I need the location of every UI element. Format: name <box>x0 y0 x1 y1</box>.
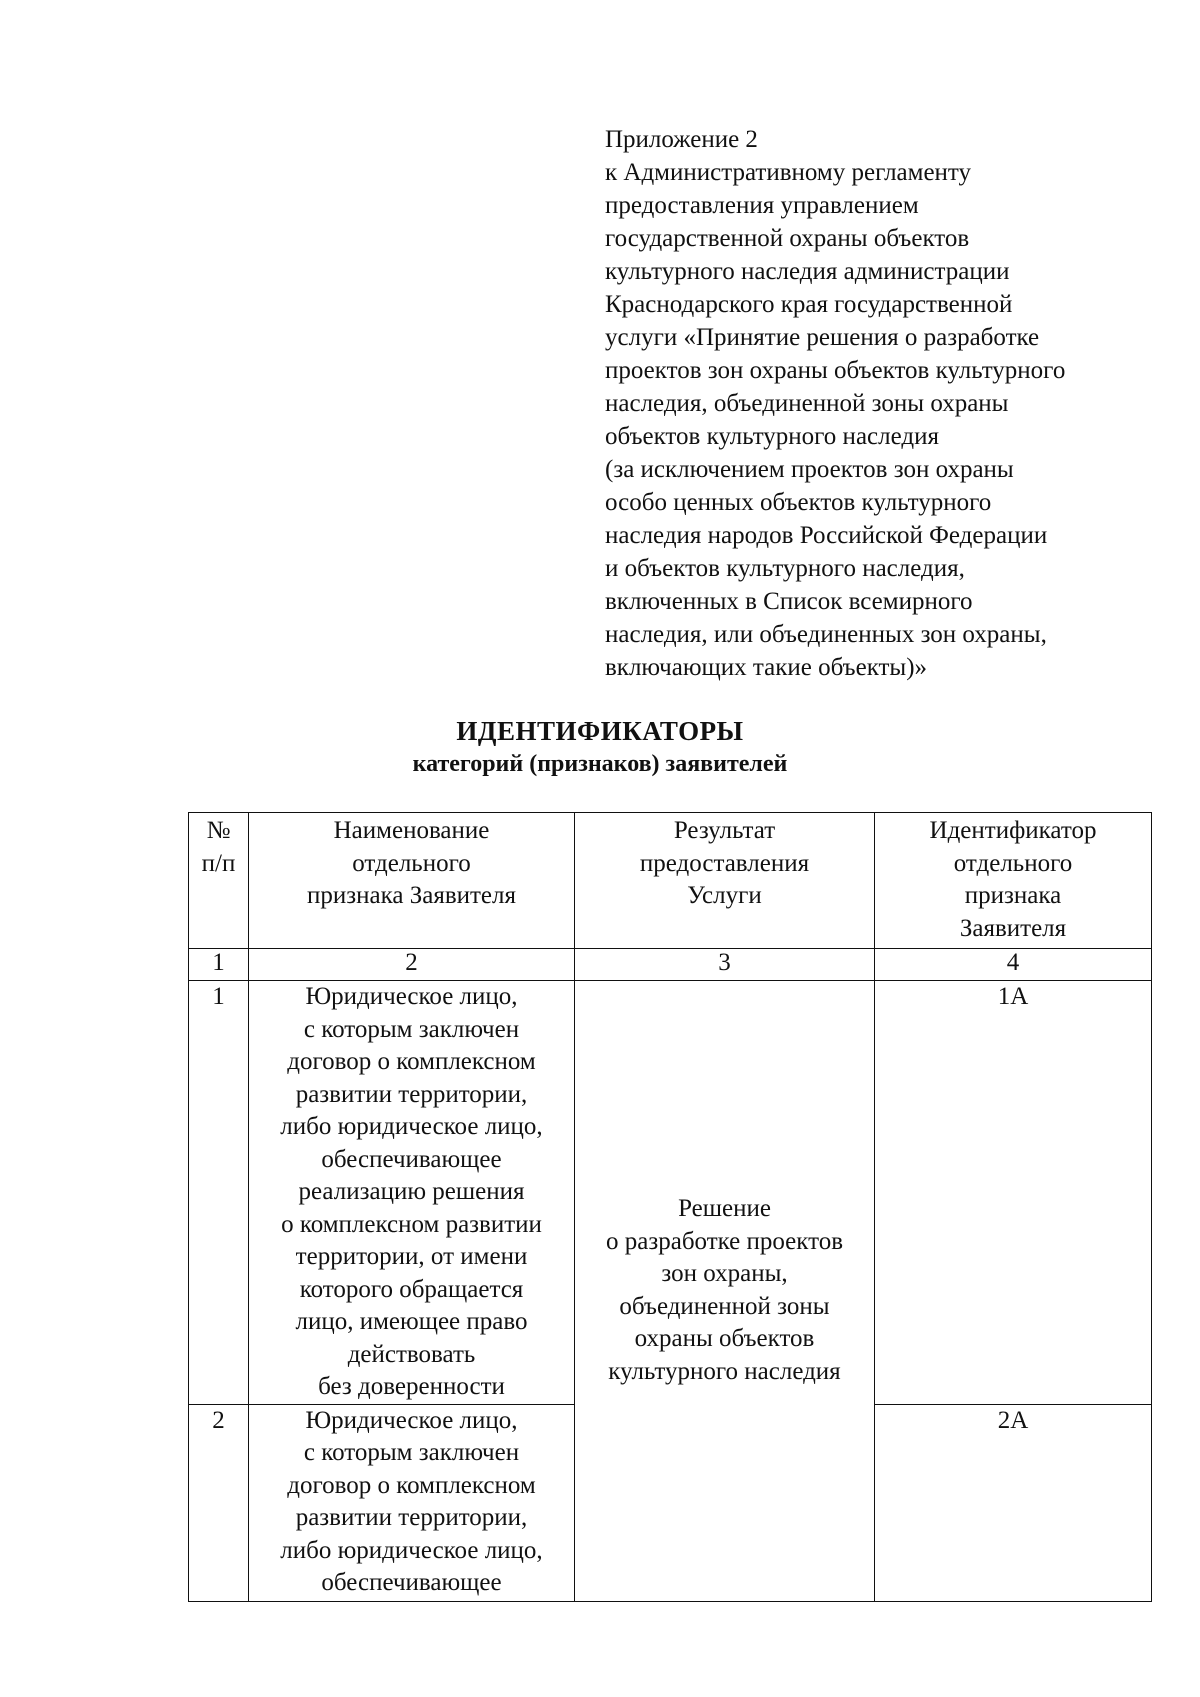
table-row <box>189 981 1152 1405</box>
identifiers-table <box>188 812 1152 1602</box>
column-number: 3 <box>575 949 875 981</box>
column-number: 4 <box>875 949 1152 981</box>
applicant-attribute-name: Юридическое лицо, с которым заключен договор о комплексном развитии территории, либо юридическое лицо, обеспечивающее <box>249 1404 575 1601</box>
applicant-attribute-name: Юридическое лицо, с которым заключен договор о комплексном развитии территории, либо юридическое лицо, обеспечивающее реализацию решения о комплексном развитии территории, от имени которого обращается лицо, имеющее право действовать без доверенности <box>249 981 575 1405</box>
attribute-identifier: 2А <box>875 1404 1152 1601</box>
header-result: Результат предоставления Услуги <box>575 813 875 949</box>
column-number: 1 <box>189 949 249 981</box>
table-header-row <box>189 813 1152 949</box>
row-number: 1 <box>189 981 249 1405</box>
header-number: № п/п <box>189 813 249 949</box>
column-number: 2 <box>249 949 575 981</box>
document-title: ИДЕНТИФИКАТОРЫ <box>456 716 744 746</box>
appendix-note: Приложение 2 к Административному регламенту предоставления управлением государственной охраны объектов культурного наследия администрации Краснодарского края государственной услуги «Принятие решения о разработке проектов зон охраны объектов культурного наследия, объединенной зоны охраны объектов культурного наследия (за исключением проектов зон охраны особо ценных объектов культурного наследия народов Российской Федерации и объектов культурного наследия, включенных в Список всемирного наследия, или объединенных зон охраны, включающих такие объекты)» <box>605 126 1066 681</box>
header-name: Наименование отдельного признака Заявителя <box>249 813 575 949</box>
service-result: Решение о разработке проектов зон охраны, объединенной зоны охраны объектов культурного наследия <box>575 981 875 1602</box>
header-identifier: Идентификатор отдельного признака Заявителя <box>875 813 1152 949</box>
document-subtitle: категорий (признаков) заявителей <box>412 751 788 777</box>
column-numbers-row <box>189 949 1152 981</box>
attribute-identifier: 1А <box>875 981 1152 1405</box>
row-number: 2 <box>189 1404 249 1601</box>
